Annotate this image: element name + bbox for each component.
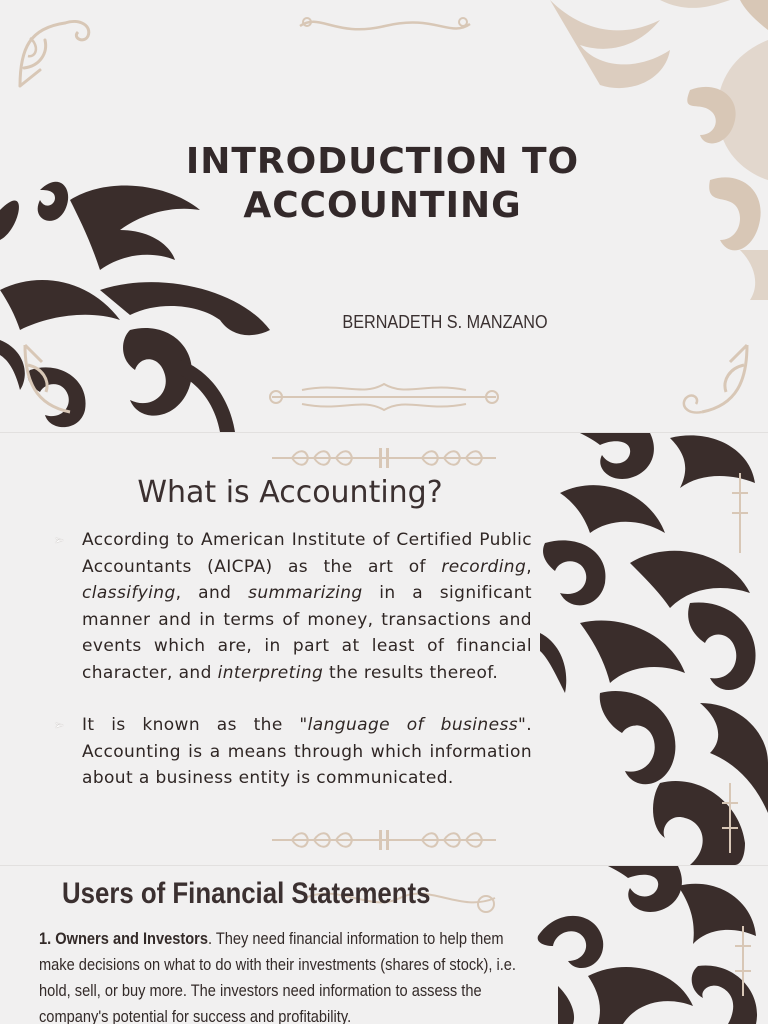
title-line-2: ACCOUNTING: [243, 185, 522, 226]
bottom-divider-ornament: [262, 372, 506, 422]
emphasis-interpreting: interpreting: [217, 662, 324, 683]
arrow-bullet-icon: ➢: [54, 533, 65, 547]
title-slide: [0, 0, 768, 432]
flourish-bottom-right-dark: [528, 866, 768, 1024]
bullet-text: in a significant manner and in terms of money, transactions and events which are, in part at least of financial character, and: [82, 583, 532, 683]
user-description: [39, 926, 521, 1024]
bullet-text: the results thereof.: [323, 662, 499, 683]
corner-flourish-top-left: [10, 8, 100, 93]
emphasis-language-of-business: language of business: [307, 715, 518, 735]
emphasis-classifying: classifying: [82, 583, 176, 603]
bullet-text: ,: [526, 556, 532, 577]
bullet-text: It is known as the ": [82, 715, 308, 735]
author-name: BERNADETH S. MANZANO: [342, 312, 548, 332]
bullet-text: ". Accounting is a means through which information about a business entity is communicated.: [82, 715, 532, 788]
presentation-title: [150, 140, 615, 228]
emphasis-recording: recording: [441, 556, 527, 577]
definition-list: [54, 527, 532, 792]
top-divider-ornament: [262, 443, 506, 473]
corner-flourish-bottom-right: [672, 340, 762, 425]
bottom-divider-ornament: [262, 825, 506, 855]
item-text: . They need financial information to help them make decisions on what to do with their investments (shares of stock), i.e. hold, sell, or buy more. The investors need information to assess the company's potential for success and profitability.: [39, 929, 516, 1024]
list-item: [54, 527, 532, 686]
list-item: [54, 712, 532, 792]
slide-heading: Users of Financial Statements: [62, 877, 431, 910]
bullet-text: According to American Institute of Certified Public Accountants (AICPA) as the art of: [82, 530, 532, 577]
users-slide: [0, 866, 768, 1024]
title-line-1: INTRODUCTION TO: [185, 141, 580, 182]
corner-flourish-bottom-left: [10, 340, 100, 425]
item-label: 1. Owners and Investors: [39, 929, 209, 948]
slide-heading: What is Accounting?: [137, 475, 443, 510]
top-divider-ornament: [295, 8, 475, 40]
flourish-right-dark: [540, 433, 768, 865]
bullet-text: , and: [175, 583, 249, 603]
emphasis-summarizing: summarizing: [248, 583, 363, 603]
definition-slide: [0, 433, 768, 865]
arrow-bullet-icon: ➢: [54, 718, 65, 732]
